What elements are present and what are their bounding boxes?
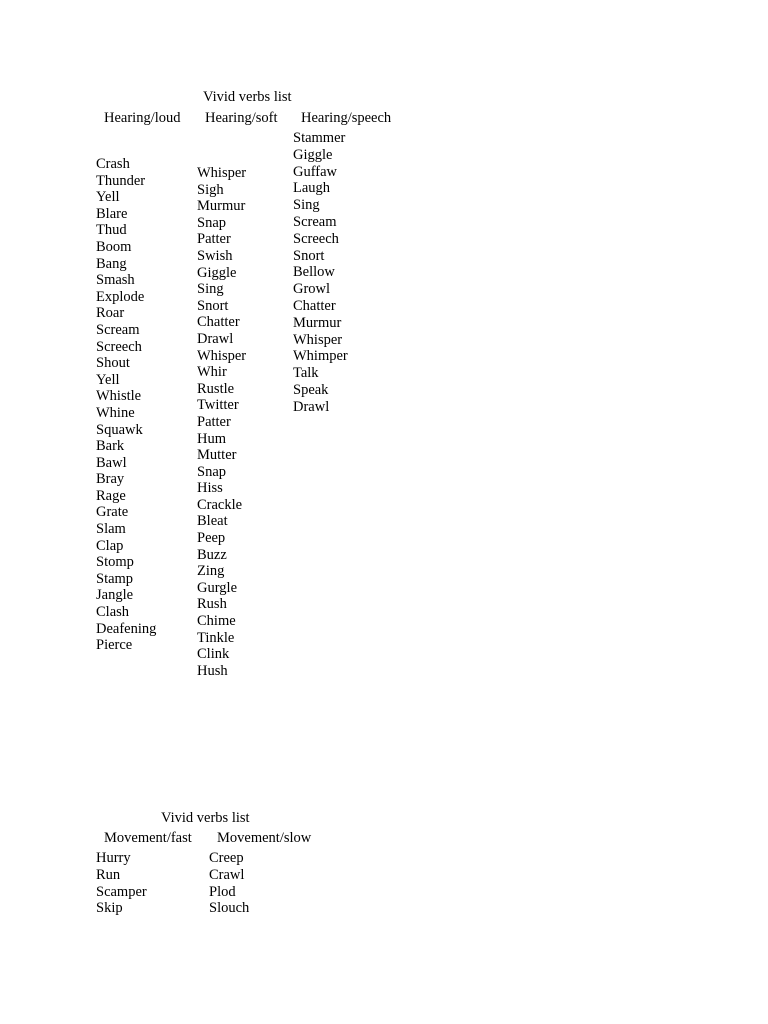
verb-item: Scream	[96, 321, 140, 338]
verb-item: Clash	[96, 604, 130, 621]
movement-title: Vivid verbs list	[161, 810, 250, 826]
verb-item: Twitter	[197, 397, 239, 414]
verb-item: Peep	[197, 530, 226, 547]
verb-item: Whisper	[293, 331, 343, 348]
verb-item: Plod	[209, 883, 236, 900]
verb-item: Stomp	[96, 554, 134, 571]
verb-item: Crackle	[197, 496, 243, 513]
verb-item: Patter	[197, 231, 231, 248]
verb-item: Murmur	[197, 198, 246, 215]
verb-item: Giggle	[197, 264, 237, 281]
verb-item: Zing	[197, 563, 225, 580]
verb-item: Slam	[96, 521, 126, 538]
verb-item: Mutter	[197, 447, 237, 464]
verb-item: Chatter	[197, 314, 240, 331]
verb-item: Patter	[197, 413, 231, 430]
verb-item: Whistle	[96, 388, 142, 405]
verb-item: Boom	[96, 238, 132, 255]
verb-item: Sing	[293, 197, 320, 214]
verb-item: Whisper	[197, 347, 247, 364]
verb-item: Swish	[197, 247, 233, 264]
hearing-title: Vivid verbs list	[203, 89, 292, 105]
verb-item: Sing	[197, 281, 224, 298]
header-hearing-speech: Hearing/speech	[301, 110, 392, 126]
verb-item: Clink	[197, 646, 230, 663]
header-movement-slow: Movement/slow	[217, 830, 312, 846]
verb-item: Murmur	[293, 314, 342, 331]
verb-item: Screech	[293, 230, 339, 247]
header-movement-fast: Movement/fast	[104, 830, 192, 846]
verb-item: Guffaw	[293, 163, 338, 180]
verb-item: Slouch	[209, 900, 250, 917]
verb-item: Blare	[96, 205, 128, 222]
verb-item: Bark	[96, 438, 125, 455]
verb-item: Yell	[96, 189, 120, 206]
verb-item: Creep	[209, 850, 244, 866]
verb-item: Hum	[197, 430, 226, 447]
verb-item: Rush	[197, 596, 227, 613]
verb-item: Buzz	[197, 546, 227, 563]
verb-item: Rage	[96, 487, 126, 504]
verb-item: Bray	[96, 471, 125, 488]
hearing-loud-list	[96, 156, 156, 654]
verb-item: Roar	[96, 305, 125, 322]
verb-item: Snort	[197, 297, 229, 314]
verb-item: Growl	[293, 281, 331, 298]
verb-item: Thunder	[96, 172, 146, 189]
verb-item: Rustle	[197, 380, 235, 397]
verb-item: Scamper	[96, 883, 147, 900]
verb-item: Bleat	[197, 513, 228, 530]
verb-item: Laugh	[293, 180, 331, 197]
verb-item: Chime	[197, 613, 236, 630]
verb-item: Explode	[96, 288, 145, 305]
hearing-soft-list	[197, 165, 246, 679]
verb-item: Stammer	[293, 130, 346, 146]
header-hearing-loud: Hearing/loud	[104, 110, 181, 126]
verb-item: Deafening	[96, 620, 157, 637]
verb-item: Yell	[96, 371, 120, 388]
verb-item: Pierce	[96, 637, 133, 654]
verb-item: Drawl	[293, 398, 330, 415]
verb-item: Stamp	[96, 570, 134, 587]
verb-item: Hurry	[96, 850, 131, 866]
verb-item: Speak	[293, 381, 329, 398]
verb-item: Bawl	[96, 454, 127, 471]
verb-item: Jangle	[96, 587, 134, 604]
verb-item: Sigh	[197, 181, 224, 198]
verb-item: Whimper	[293, 348, 348, 365]
verb-item: Snort	[293, 247, 325, 264]
verb-item: Screech	[96, 338, 142, 355]
verb-item: Tinkle	[197, 629, 235, 646]
verb-item: Talk	[293, 365, 319, 382]
verb-item: Shout	[96, 355, 130, 372]
hearing-speech-list	[293, 130, 348, 416]
verb-item: Whisper	[197, 165, 247, 181]
verb-item: Smash	[96, 272, 135, 289]
verb-item: Clap	[96, 537, 124, 554]
verb-item: Run	[96, 866, 121, 883]
movement-slow-list	[209, 850, 249, 917]
verb-item: Crawl	[209, 866, 245, 883]
verb-item: Giggle	[293, 146, 333, 163]
verb-item: Whine	[96, 404, 135, 421]
verb-item: Chatter	[293, 297, 336, 314]
movement-fast-list	[96, 850, 147, 917]
verb-item: Hush	[197, 662, 228, 679]
verb-item: Squawk	[96, 421, 143, 438]
verb-item: Hiss	[197, 480, 223, 497]
verb-item: Thud	[96, 222, 127, 239]
verb-item: Bellow	[293, 264, 335, 281]
verb-item: Skip	[96, 900, 123, 917]
verb-item: Scream	[293, 213, 337, 230]
verb-item: Snap	[197, 214, 226, 231]
header-hearing-soft: Hearing/soft	[205, 110, 278, 126]
verb-item: Whir	[197, 364, 227, 381]
verb-item: Crash	[96, 156, 130, 172]
verb-item: Snap	[197, 463, 226, 480]
verb-item: Gurgle	[197, 579, 238, 596]
verb-item: Drawl	[197, 330, 234, 347]
verb-item: Bang	[96, 255, 127, 272]
verb-item: Grate	[96, 504, 129, 521]
